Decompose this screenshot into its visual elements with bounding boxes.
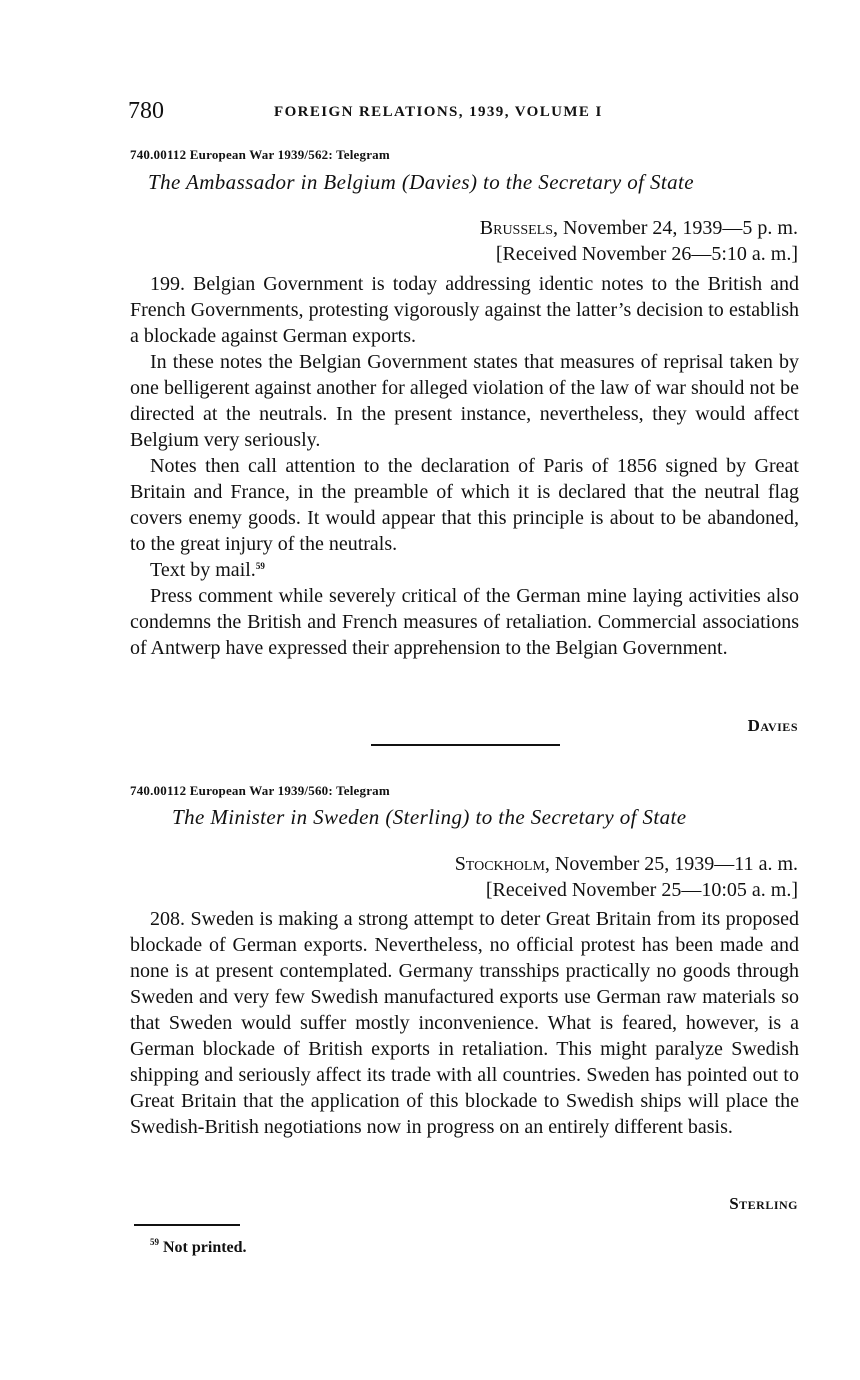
running-header [128, 98, 808, 128]
document-reference: 740.00112 European War 1939/562: Telegram [130, 147, 390, 162]
footnote-marker: 59 [150, 1237, 159, 1247]
paragraph: Notes then call attention to the declaration of Paris of 1856 signed by Great Britain and France, in the preamble of which it is declared that the neutral flag covers enemy goods. It would appear that this principle is about to be abandoned, to the great injury of the neutrals. [130, 455, 799, 555]
signature: Sterling [729, 1194, 798, 1213]
footnote-rule [134, 1224, 240, 1226]
paragraph-text-by-mail [130, 557, 799, 583]
dateline-date: , November 24, 1939—5 p. m. [553, 217, 798, 239]
dateline-date: , November 25, 1939—11 a. m. [544, 853, 798, 875]
footnote-reference: 59 [255, 561, 265, 571]
footnote [150, 1239, 247, 1257]
document-heading: The Minister in Sweden (Sterling) to the Secretary of State [172, 805, 687, 829]
dateline [455, 851, 798, 903]
section-divider [371, 744, 560, 746]
received-line: [Received November 26—5:10 a. m.] [495, 243, 798, 265]
dateline [480, 215, 798, 267]
paragraph: In these notes the Belgian Government states that measures of reprisal taken by one belligerent against another for alleged violation of the law of war should not be directed at the neutrals. In the present instance, nevertheless, they would affect Belgium very seriously. [130, 351, 799, 451]
paragraph: 208. Sweden is making a strong attempt to deter Great Britain from its proposed blockade of German exports. Nevertheless, no official protest has been made and none is at present contemplated. Germany transships practically no goods through Sweden and very few Swedish manufactured exports use German raw materials so that Sweden would suffer mostly inconvenience. What is feared, however, is a German blockade of British exports in retaliation. This might paralyze Swedish shipping and seriously affect its trade with all countries. Sweden has pointed out to Great Britain that the application of this blockade to Swedish ships will place the Swedish-British negotiations now in progress on an entirely different basis. [130, 908, 799, 1138]
running-title: FOREIGN RELATIONS, 1939, VOLUME I [274, 104, 603, 120]
received-line: [Received November 25—10:05 a. m.] [485, 879, 798, 901]
paragraph: 199. Belgian Government is today addressing identic notes to the British and French Governments, protesting vigorously against the latter’s decision to establish a blockade against German exports. [130, 273, 799, 347]
signature: Davies [747, 716, 798, 735]
telegram-body [130, 271, 799, 661]
dateline-place: Stockholm [454, 853, 545, 875]
dateline-place: Brussels [479, 217, 554, 239]
telegram-body [130, 906, 799, 1140]
paragraph-text: Text by mail. [150, 559, 256, 581]
document-reference: 740.00112 European War 1939/560: Telegram [130, 783, 390, 798]
page-number: 780 [128, 98, 164, 124]
footnote-text: Not printed. [163, 1239, 247, 1256]
paragraph: Press comment while severely critical of the German mine laying activities also condemns the British and French measures of retaliation. Commercial associations of Antwerp have expressed their apprehension to the Belgian Government. [130, 585, 799, 659]
document-heading: The Ambassador in Belgium (Davies) to the Secretary of State [148, 170, 694, 194]
